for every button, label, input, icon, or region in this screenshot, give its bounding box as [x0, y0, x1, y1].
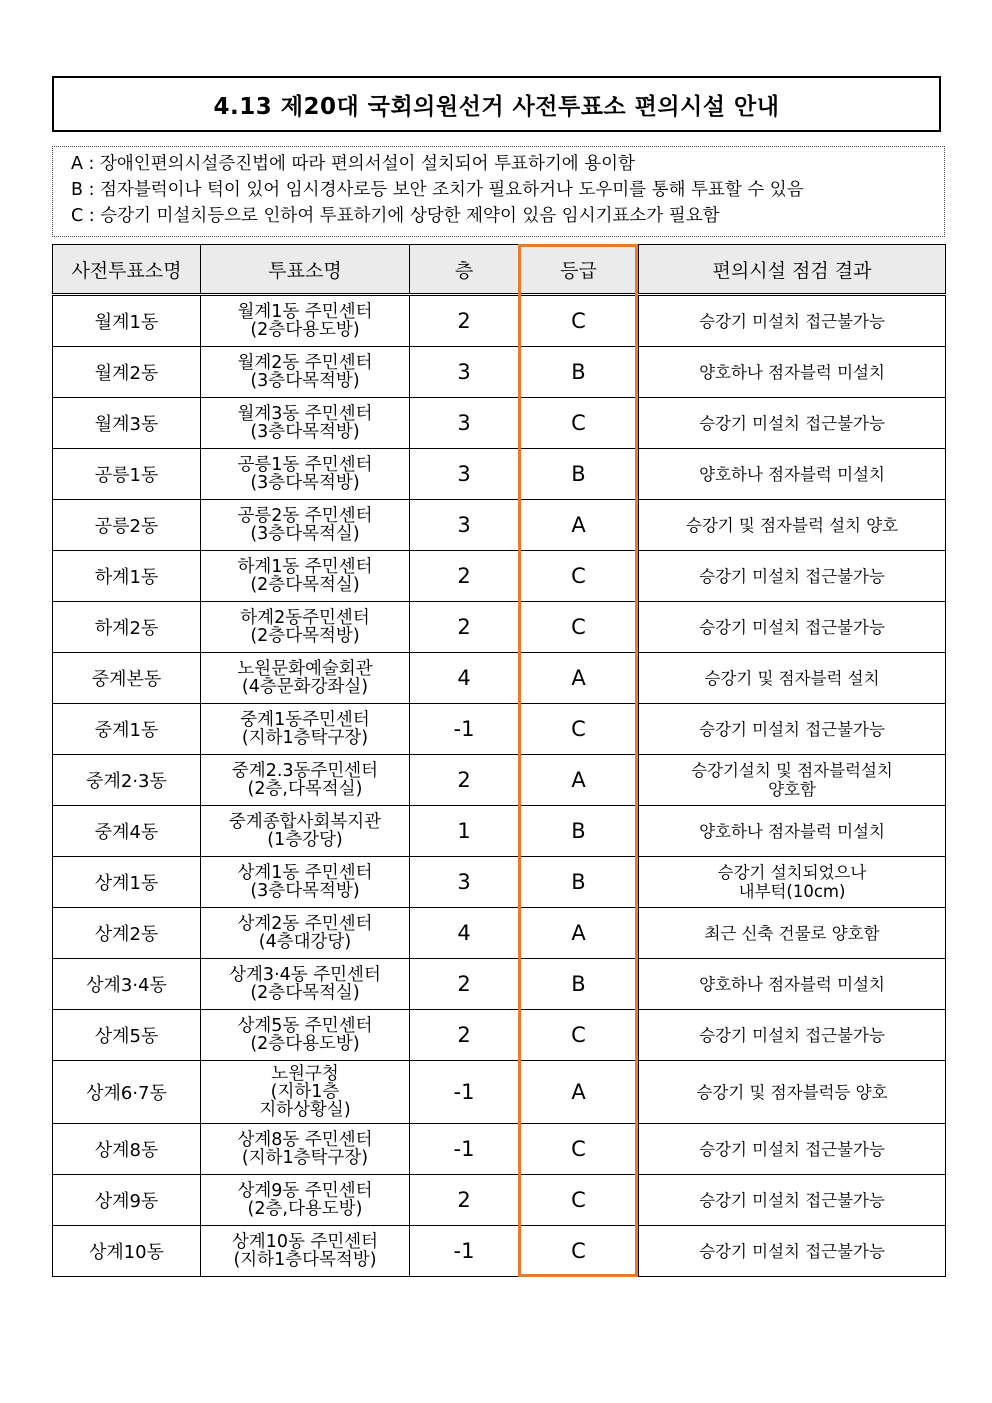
station-name-cell	[53, 755, 201, 806]
legend-c: C : 승강기 미설치등으로 인하여 투표하기에 상당한 제약이 있음 임시기표소가 필요함	[71, 206, 720, 226]
grade-cell	[519, 755, 639, 806]
place-cell	[201, 1010, 410, 1061]
station-name-cell-line: 공릉1동	[94, 465, 159, 486]
station-name-cell-line: 월계2동	[94, 363, 159, 384]
grade-cell	[519, 806, 639, 857]
table-row	[53, 959, 946, 1010]
station-name-cell	[53, 1175, 201, 1226]
place-cell	[201, 704, 410, 755]
place-cell-line: 월계1동 주민센터	[237, 302, 373, 322]
floor-cell-line: 2	[457, 564, 471, 588]
grade-cell-line: B	[571, 360, 586, 384]
grade-cell-line: B	[571, 870, 586, 894]
floor-cell	[410, 1124, 519, 1175]
table-row	[53, 1124, 946, 1175]
floor-cell	[410, 347, 519, 398]
grade-cell-line: C	[571, 615, 586, 639]
floor-cell	[410, 1175, 519, 1226]
result-cell	[639, 908, 946, 959]
station-name-cell-line: 중계4동	[94, 822, 159, 843]
result-cell	[639, 551, 946, 602]
floor-cell	[410, 704, 519, 755]
station-name-cell	[53, 1124, 201, 1175]
grade-cell	[519, 1010, 639, 1061]
place-cell-line: 상계9동 주민센터	[237, 1181, 373, 1201]
result-cell-line: 양호하나 점자블럭 미설치	[699, 821, 885, 841]
station-name-cell-line: 중계2·3동	[86, 771, 167, 792]
floor-cell-line: 3	[457, 462, 471, 486]
place-cell-line: (지하1층	[270, 1082, 340, 1102]
floor-cell	[410, 449, 519, 500]
legend-b: B : 점자블럭이나 턱이 있어 임시경사로등 보안 조치가 필요하거나 도우미를 통해 투표할 수 있음	[71, 180, 804, 200]
floor-cell	[410, 653, 519, 704]
station-name-cell	[53, 908, 201, 959]
station-name-cell-line: 상계8동	[94, 1140, 159, 1161]
result-cell-line: 승강기 미설치 접근불가능	[699, 566, 885, 586]
station-name-cell	[53, 857, 201, 908]
col-header-result: 편의시설 점검 결과	[639, 245, 946, 295]
place-cell-line: 상계3·4동 주민센터	[229, 965, 381, 985]
place-cell	[201, 1124, 410, 1175]
place-cell-line: 중계종합사회복지관	[228, 812, 382, 832]
grade-cell	[519, 347, 639, 398]
place-cell	[201, 653, 410, 704]
grade-cell-line: A	[571, 666, 586, 690]
grade-cell-line: C	[571, 717, 586, 741]
result-cell-line: 최근 신축 건물로 양호함	[704, 923, 880, 943]
result-cell-line: 승강기 설치되었으나	[717, 863, 867, 882]
grade-cell-line: C	[571, 1023, 586, 1047]
floor-cell	[410, 500, 519, 551]
floor-cell	[410, 959, 519, 1010]
result-cell	[639, 704, 946, 755]
station-name-cell-line: 상계10동	[88, 1242, 165, 1263]
place-cell	[201, 602, 410, 653]
floor-cell-line: -1	[453, 1137, 475, 1161]
place-cell-line: 공릉1동 주민센터	[237, 455, 373, 475]
table-row	[53, 857, 946, 908]
grade-cell	[519, 857, 639, 908]
grade-cell-line: A	[571, 513, 586, 537]
grade-cell	[519, 551, 639, 602]
grade-cell	[519, 653, 639, 704]
result-cell-line: 승강기 미설치 접근불가능	[699, 311, 885, 331]
floor-cell-line: -1	[453, 1239, 475, 1263]
grade-cell	[519, 602, 639, 653]
station-name-cell	[53, 295, 201, 347]
floor-cell-line: 4	[457, 666, 471, 690]
station-name-cell-line: 월계1동	[94, 312, 159, 333]
place-cell	[201, 551, 410, 602]
place-cell-line: (2층다용도방)	[250, 320, 360, 340]
place-cell-line: 공릉2동 주민센터	[237, 506, 373, 526]
station-name-cell-line: 상계2동	[94, 924, 159, 945]
result-cell-line: 승강기 및 점자블럭 설치 양호	[685, 515, 899, 535]
place-cell-line: 상계5동 주민센터	[237, 1016, 373, 1036]
grade-cell	[519, 449, 639, 500]
place-cell-line: (2층,다목적실)	[247, 779, 363, 799]
result-cell	[639, 1010, 946, 1061]
result-cell	[639, 755, 946, 806]
table-row	[53, 1010, 946, 1061]
result-cell-line: 승강기 미설치 접근불가능	[699, 1025, 885, 1045]
floor-cell-line: 2	[457, 768, 471, 792]
station-name-cell-line: 월계3동	[94, 414, 159, 435]
place-cell-line: (3층다목적실)	[250, 524, 360, 544]
result-cell-line: 양호하나 점자블럭 미설치	[699, 362, 885, 382]
place-cell-line: 월계3동 주민센터	[237, 404, 373, 424]
result-cell-line: 승강기 미설치 접근불가능	[699, 1241, 885, 1261]
table-row	[53, 1226, 946, 1277]
col-header-floor: 층	[410, 245, 519, 295]
floor-cell-line: 2	[457, 972, 471, 996]
result-cell	[639, 347, 946, 398]
place-cell-line: 지하상황실)	[259, 1100, 351, 1120]
result-cell-line: 승강기 및 점자블럭 설치	[704, 668, 880, 688]
result-cell	[639, 857, 946, 908]
station-name-cell	[53, 806, 201, 857]
grade-cell-line: A	[571, 768, 586, 792]
result-cell	[639, 959, 946, 1010]
place-cell-line: 중계2.3동주민센터	[231, 761, 379, 781]
table-row	[53, 755, 946, 806]
floor-cell	[410, 1010, 519, 1061]
grade-cell-line: C	[571, 1239, 586, 1263]
place-cell-line: (3층다목적방)	[250, 881, 360, 901]
grade-cell-line: B	[571, 462, 586, 486]
table-row	[53, 398, 946, 449]
station-name-cell	[53, 1226, 201, 1277]
table-row	[53, 500, 946, 551]
place-cell	[201, 755, 410, 806]
station-name-cell	[53, 959, 201, 1010]
floor-cell-line: 3	[457, 513, 471, 537]
legend-a: A : 장애인편의시설증진법에 따라 편의서설이 설치되어 투표하기에 용이함	[71, 154, 635, 174]
station-name-cell-line: 공릉2동	[94, 516, 159, 537]
table-row	[53, 704, 946, 755]
floor-cell	[410, 295, 519, 347]
station-name-cell-line: 상계6·7동	[86, 1083, 167, 1104]
grade-cell	[519, 704, 639, 755]
grade-cell	[519, 398, 639, 449]
table-row	[53, 653, 946, 704]
place-cell-line: (지하1층다목적방)	[233, 1250, 377, 1270]
place-cell-line: 상계8동 주민센터	[237, 1130, 373, 1150]
result-cell-line: 양호하나 점자블럭 미설치	[699, 464, 885, 484]
place-cell-line: 노원구청	[271, 1064, 339, 1084]
table-row	[53, 806, 946, 857]
place-cell-line: 월계2동 주민센터	[237, 353, 373, 373]
result-cell	[639, 806, 946, 857]
place-cell	[201, 500, 410, 551]
result-cell-line: 승강기 및 점자블럭등 양호	[696, 1082, 888, 1102]
result-cell	[639, 1175, 946, 1226]
result-cell-line: 내부턱(10cm)	[738, 882, 846, 901]
place-cell	[201, 295, 410, 347]
result-cell-line: 승강기 미설치 접근불가능	[699, 1190, 885, 1210]
table-row	[53, 602, 946, 653]
table-row	[53, 551, 946, 602]
place-cell-line: (2층다목적실)	[250, 575, 360, 595]
result-cell	[639, 1226, 946, 1277]
station-name-cell-line: 하계1동	[94, 567, 159, 588]
station-name-cell	[53, 704, 201, 755]
result-cell	[639, 449, 946, 500]
table-row	[53, 1061, 946, 1124]
place-cell	[201, 1061, 410, 1124]
table-row	[53, 908, 946, 959]
floor-cell-line: -1	[453, 717, 475, 741]
place-cell-line: (4층문화강좌실)	[241, 677, 369, 697]
floor-cell-line: 3	[457, 360, 471, 384]
station-name-cell	[53, 347, 201, 398]
place-cell-line: (2층,다용도방)	[247, 1199, 363, 1219]
station-name-cell	[53, 653, 201, 704]
place-cell	[201, 1226, 410, 1277]
grade-cell	[519, 1175, 639, 1226]
floor-cell-line: 2	[457, 1023, 471, 1047]
result-cell-line: 승강기 미설치 접근불가능	[699, 1139, 885, 1159]
station-name-cell-line: 중계본동	[91, 669, 162, 690]
result-cell	[639, 1061, 946, 1124]
floor-cell-line: 2	[457, 1188, 471, 1212]
place-cell-line: (3층다목적방)	[250, 371, 360, 391]
grade-cell-line: B	[571, 972, 586, 996]
place-cell	[201, 449, 410, 500]
place-cell-line: (2층다목적방)	[250, 626, 360, 646]
table-row	[53, 347, 946, 398]
place-cell-line: 상계10동 주민센터	[231, 1232, 379, 1252]
place-cell-line: 중계1동주민센터	[240, 710, 370, 730]
place-cell-line: (1층강당)	[267, 830, 343, 850]
grade-cell-line: C	[571, 411, 586, 435]
place-cell-line: (지하1층탁구장)	[241, 728, 369, 748]
grade-cell	[519, 1226, 639, 1277]
floor-cell	[410, 908, 519, 959]
station-name-cell	[53, 398, 201, 449]
floor-cell	[410, 806, 519, 857]
floor-cell-line: 2	[457, 615, 471, 639]
grade-cell-line: C	[571, 1188, 586, 1212]
floor-cell	[410, 398, 519, 449]
result-cell	[639, 398, 946, 449]
station-name-cell-line: 상계5동	[94, 1026, 159, 1047]
floor-cell-line: -1	[453, 1080, 475, 1104]
station-name-cell	[53, 1061, 201, 1124]
table-header-row	[53, 245, 946, 295]
grade-cell	[519, 1061, 639, 1124]
floor-cell-line: 3	[457, 870, 471, 894]
result-cell	[639, 500, 946, 551]
grade-cell-line: B	[571, 819, 586, 843]
floor-cell-line: 3	[457, 411, 471, 435]
floor-cell-line: 1	[457, 819, 471, 843]
place-cell	[201, 806, 410, 857]
station-name-cell	[53, 500, 201, 551]
polling-station-table	[52, 244, 946, 1277]
floor-cell	[410, 602, 519, 653]
grade-cell	[519, 1124, 639, 1175]
col-header-grade: 등급	[519, 245, 639, 295]
place-cell	[201, 1175, 410, 1226]
result-cell-line: 승강기설치 및 점자블럭설치	[691, 761, 893, 780]
floor-cell-line: 4	[457, 921, 471, 945]
grade-cell-line: A	[571, 921, 586, 945]
result-cell-line: 승강기 미설치 접근불가능	[699, 719, 885, 739]
place-cell	[201, 959, 410, 1010]
station-name-cell	[53, 602, 201, 653]
grade-cell-line: C	[571, 309, 586, 333]
grade-cell	[519, 500, 639, 551]
station-name-cell	[53, 551, 201, 602]
floor-cell-line: 2	[457, 309, 471, 333]
place-cell-line: 상계1동 주민센터	[237, 863, 373, 883]
floor-cell	[410, 551, 519, 602]
floor-cell	[410, 1226, 519, 1277]
place-cell-line: (지하1층탁구장)	[241, 1148, 369, 1168]
grade-cell-line: A	[571, 1080, 586, 1104]
result-cell	[639, 1124, 946, 1175]
table-row	[53, 295, 946, 347]
place-cell-line: 하계1동 주민센터	[237, 557, 373, 577]
floor-cell	[410, 755, 519, 806]
station-name-cell	[53, 449, 201, 500]
col-header-station: 사전투표소명	[53, 245, 201, 295]
place-cell	[201, 398, 410, 449]
table-row	[53, 449, 946, 500]
result-cell-line: 승강기 미설치 접근불가능	[699, 413, 885, 433]
place-cell-line: (2층다용도방)	[250, 1034, 360, 1054]
table-row	[53, 1175, 946, 1226]
place-cell-line: 노원문화예술회관	[237, 659, 373, 679]
result-cell-line: 양호하나 점자블럭 미설치	[699, 974, 885, 994]
grade-legend	[52, 146, 945, 237]
result-cell-line: 승강기 미설치 접근불가능	[699, 617, 885, 637]
station-name-cell	[53, 1010, 201, 1061]
station-name-cell-line: 하계2동	[94, 618, 159, 639]
place-cell-line: (2층다목적실)	[250, 983, 360, 1003]
page-title: 4.13 제20대 국회의원선거 사전투표소 편의시설 안내	[52, 76, 941, 132]
grade-cell	[519, 295, 639, 347]
place-cell-line: 하계2동주민센터	[240, 608, 370, 628]
grade-cell-line: C	[571, 564, 586, 588]
station-name-cell-line: 상계9동	[94, 1191, 159, 1212]
station-name-cell-line: 상계3·4동	[86, 975, 167, 996]
floor-cell	[410, 1061, 519, 1124]
place-cell-line: (4층대강당)	[258, 932, 352, 952]
grade-cell	[519, 908, 639, 959]
station-name-cell-line: 상계1동	[94, 873, 159, 894]
place-cell-line: 상계2동 주민센터	[237, 914, 373, 934]
grade-cell	[519, 959, 639, 1010]
result-cell-line: 양호함	[768, 780, 816, 799]
station-name-cell-line: 중계1동	[94, 720, 159, 741]
place-cell-line: (3층다목적방)	[250, 422, 360, 442]
place-cell	[201, 908, 410, 959]
floor-cell	[410, 857, 519, 908]
place-cell-line: (3층다목적방)	[250, 473, 360, 493]
col-header-place: 투표소명	[201, 245, 410, 295]
result-cell	[639, 653, 946, 704]
result-cell	[639, 295, 946, 347]
grade-cell-line: C	[571, 1137, 586, 1161]
result-cell	[639, 602, 946, 653]
place-cell	[201, 857, 410, 908]
place-cell	[201, 347, 410, 398]
